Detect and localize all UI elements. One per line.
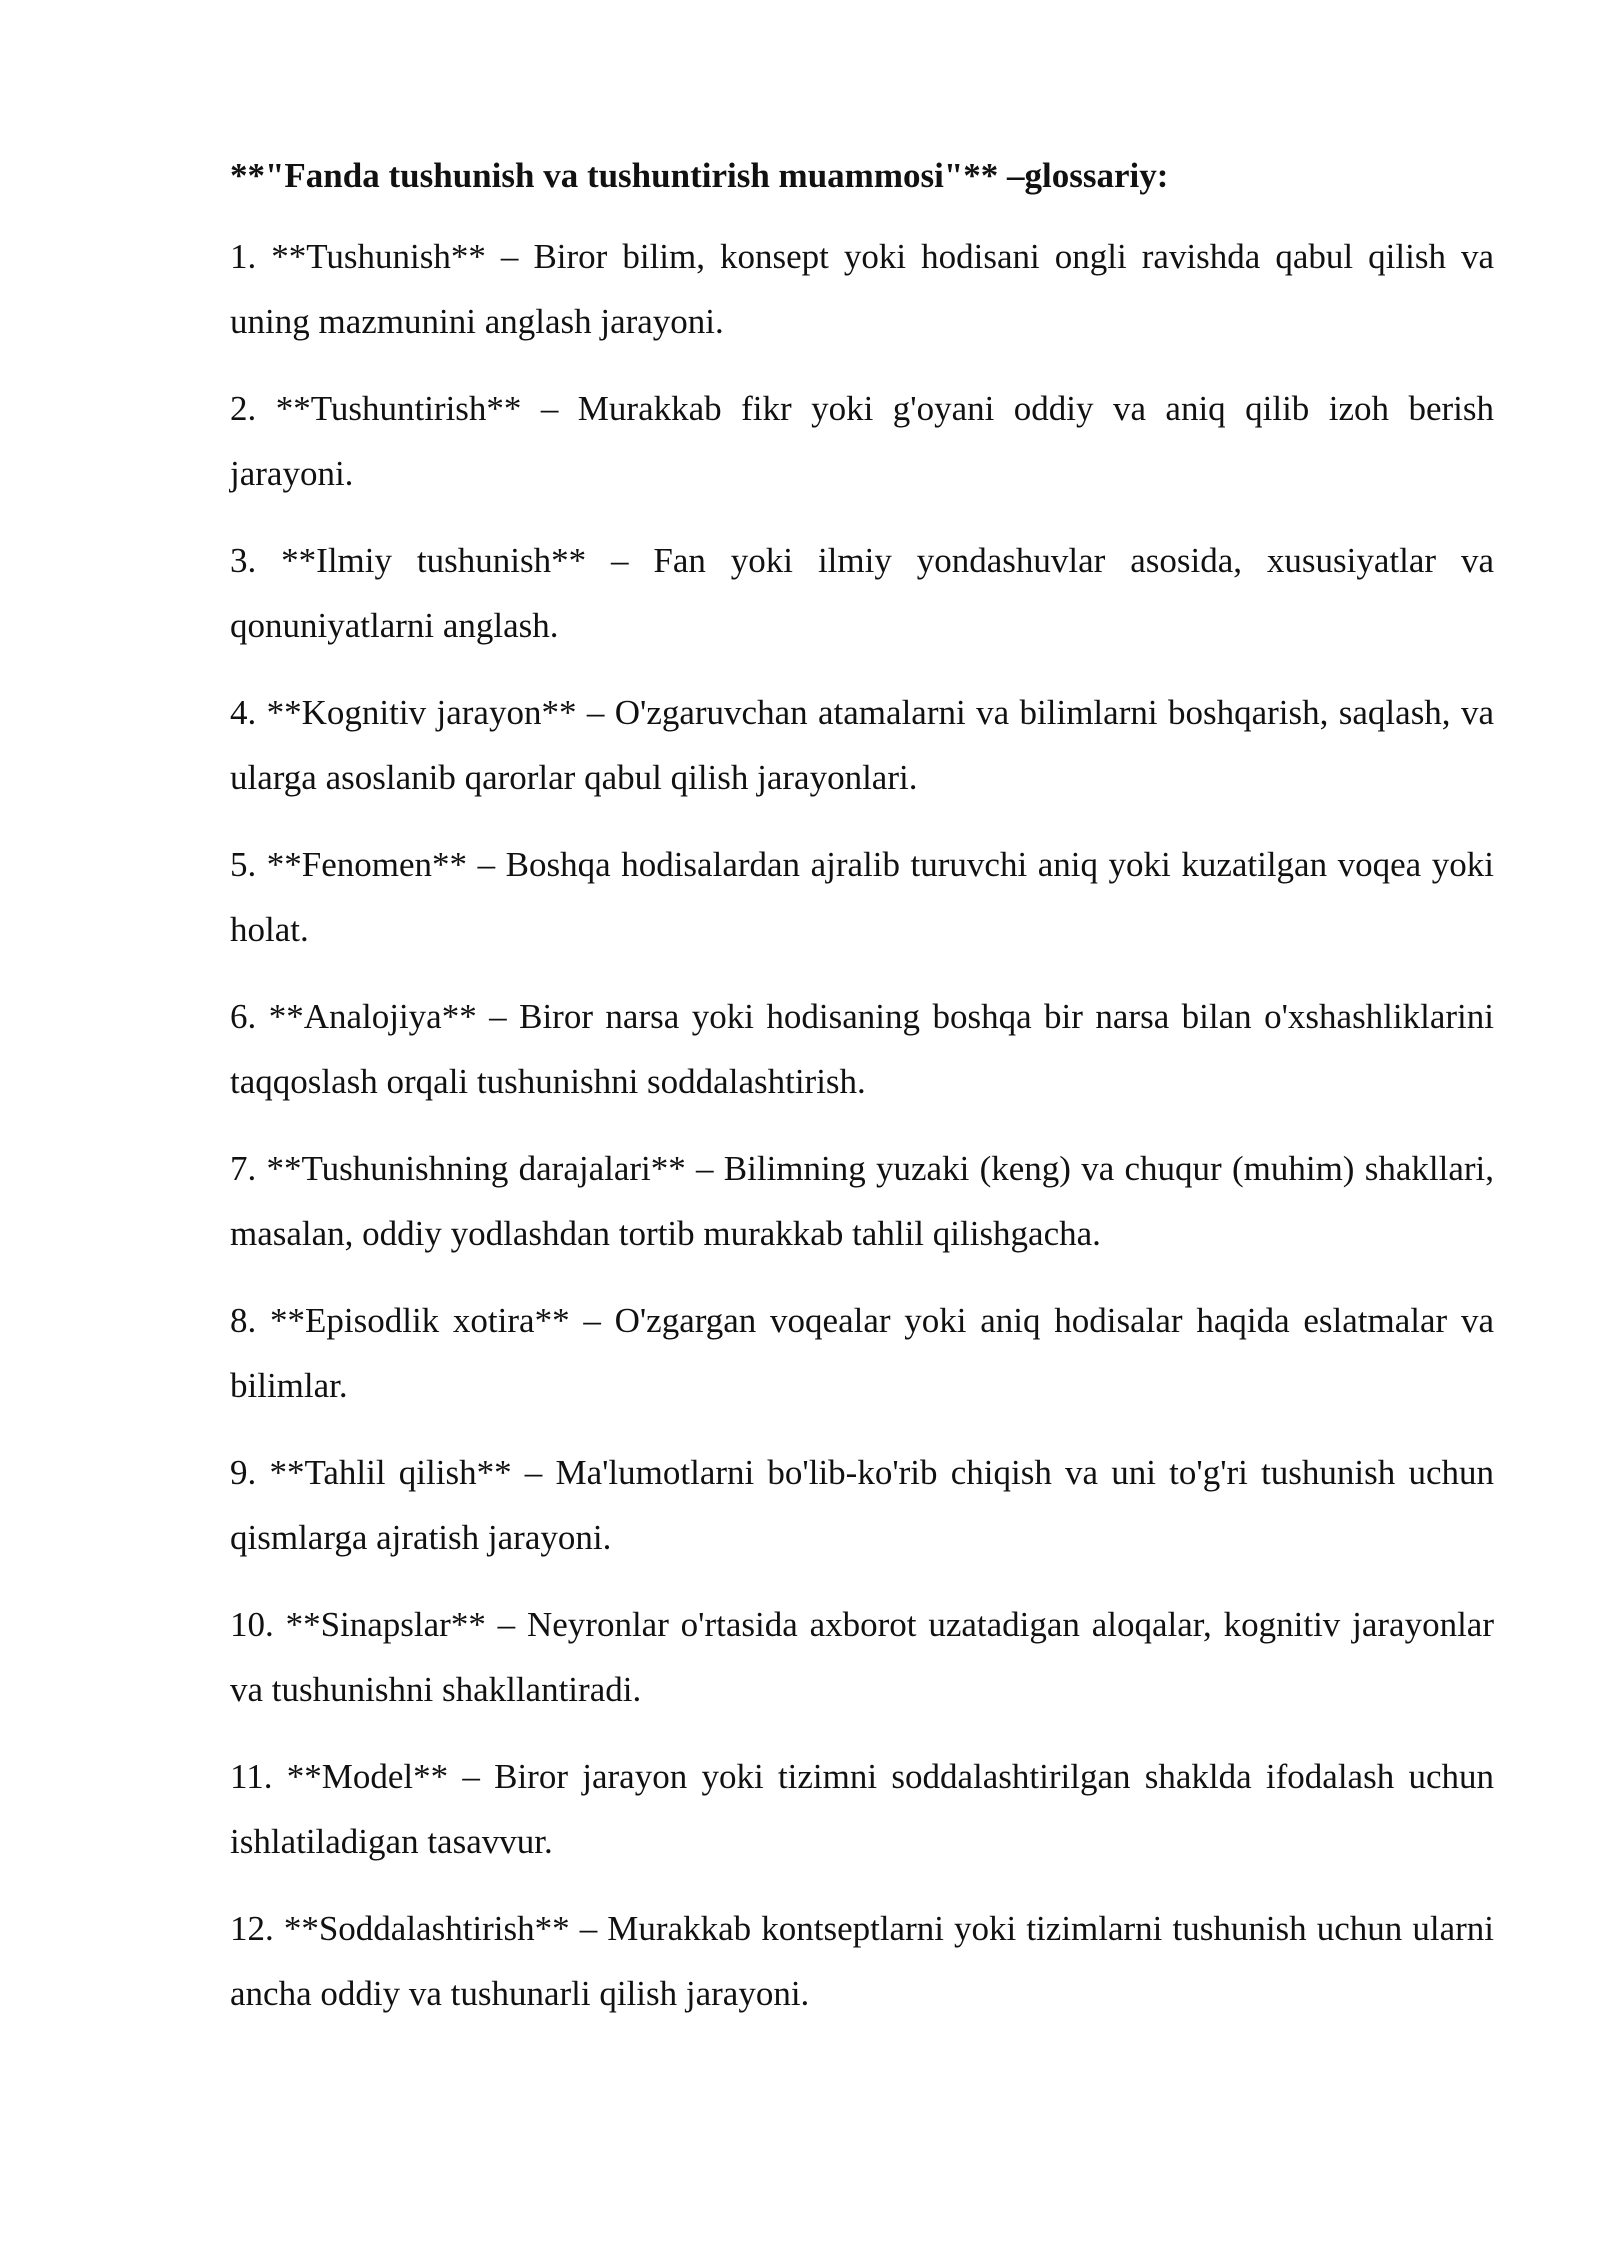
glossary-entry-10: 10. **Sinapslar** – Neyronlar o'rtasida axborot uzatadigan aloqalar, kognitiv jarayonlar va tushunishni shakllantiradi. xyxy=(230,1605,1494,1709)
glossary-entry-8: 8. **Episodlik xotira** – O'zgargan voqealar yoki aniq hodisalar haqida eslatmalar va bilimlar. xyxy=(230,1301,1494,1405)
glossary-entry-4: 4. **Kognitiv jarayon** – O'zgaruvchan atamalarni va bilimlarni boshqarish, saqlash, va ularga asoslanib qarorlar qabul qilish jarayonlari. xyxy=(230,693,1494,797)
glossary-entry-12: 12. **Soddalashtirish** – Murakkab kontseptlarni yoki tizimlarni tushunish uchun ularni ancha oddiy va tushunarli qilish jarayoni. xyxy=(230,1909,1494,2013)
glossary-entry-9: 9. **Tahlil qilish** – Ma'lumotlarni bo'lib-ko'rib chiqish va uni to'g'ri tushunish uchun qismlarga ajratish jarayoni. xyxy=(230,1453,1494,1557)
glossary-entry-6: 6. **Analojiya** – Biror narsa yoki hodisaning boshqa bir narsa bilan o'xshashliklarini taqqoslash orqali tushunishni soddalashtirish. xyxy=(230,997,1494,1101)
glossary-entry-5: 5. **Fenomen** – Boshqa hodisalardan ajralib turuvchi aniq yoki kuzatilgan voqea yoki holat. xyxy=(230,845,1494,949)
glossary-entry-2: 2. **Tushuntirish** – Murakkab fikr yoki g'oyani oddiy va aniq qilib izoh berish jarayoni. xyxy=(230,389,1494,493)
glossary-entry-11: 11. **Model** – Biror jarayon yoki tizimni soddalashtirilgan shaklda ifodalash uchun ishlatiladigan tasavvur. xyxy=(230,1757,1494,1861)
glossary-entry-7: 7. **Tushunishning darajalari** – Bilimning yuzaki (keng) va chuqur (muhim) shakllari, masalan, oddiy yodlashdan tortib murakkab tahlil qilishgacha. xyxy=(230,1149,1494,1253)
glossary-entry-3: 3. **Ilmiy tushunish** – Fan yoki ilmiy yondashuvlar asosida, xususiyatlar va qonuniyatlarni anglash. xyxy=(230,541,1494,645)
document-title: **"Fanda tushunish va tushuntirish muammosi"** –glossariy: xyxy=(230,156,1169,195)
glossary-entry-1: 1. **Tushunish** – Biror bilim, konsept yoki hodisani ongli ravishda qabul qilish va uning mazmunini anglash jarayoni. xyxy=(230,237,1494,341)
document-page xyxy=(230,150,1494,2048)
